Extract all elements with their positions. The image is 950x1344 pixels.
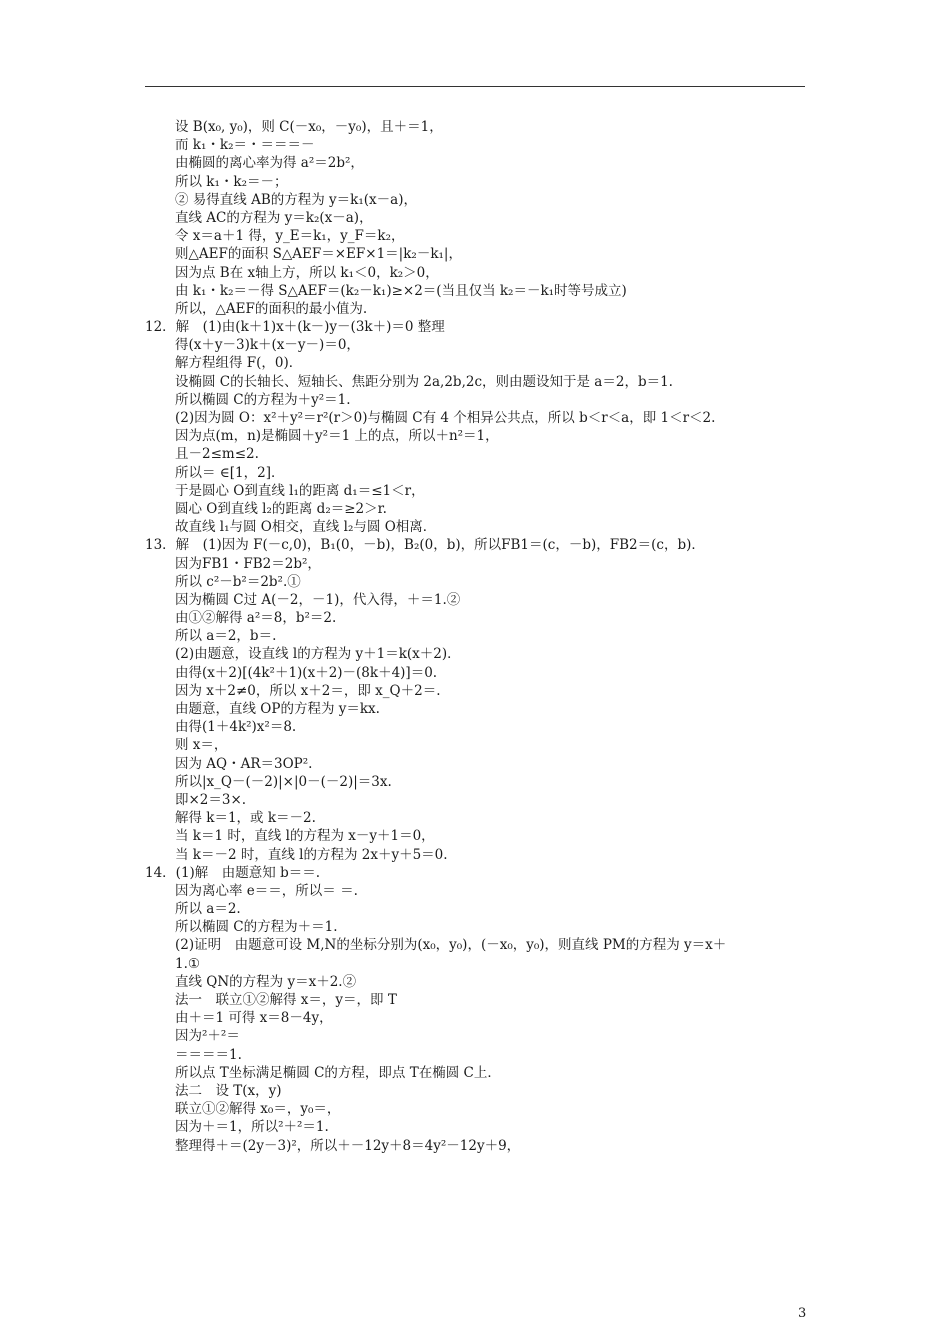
text-line: 所以 a＝2，b＝. [175,628,277,645]
text-line: 所以|x_Q－(－2)|×|0－(－2)|＝3x. [175,773,392,790]
text-line: 则 x＝， [175,737,228,754]
text-line: 因为点(m，n)是椭圆＋y²＝1 上的点，所以＋n²＝1， [175,428,499,445]
text-line: 由 k₁・k₂＝－得 S△AEF＝(k₂－k₁)≥×2＝(当且仅当 k₂＝－k₁时等号成立) [175,282,627,299]
text-line: 整理得＋＝(2y－3)²，所以＋－12y＋8＝4y²－12y＋9， [175,1137,521,1154]
text-line: 12．解 (1)由(k＋1)x＋(k－)y－(3k＋)＝0 整理 [145,319,445,336]
text-line: 由椭圆的离心率为得 a²＝2b²， [175,155,364,172]
text-line: 由＋＝1 可得 x＝8－4y， [175,1010,333,1027]
text-line: 解得 k＝1，或 k＝－2. [175,810,316,827]
text-line: 所以 a＝2. [175,901,241,918]
text-line: 当 k＝－2 时，直线 l的方程为 2x＋y＋5＝0. [175,846,448,863]
text-line: 设 B(x₀, y₀)，则 C(－x₀，－y₀)，且＋＝1， [175,119,443,135]
text-line: 由①②解得 a²＝8，b²＝2. [175,610,337,627]
text-line: ＝＝＝＝1. [175,1046,242,1063]
text-line: 所以椭圆 C的方程为＋y²＝1. [175,391,351,408]
text-line: 所以＝ ∈[1，2]． [175,464,285,481]
text-line: 1.① [175,955,200,972]
text-line: 即×2＝3×. [175,791,247,808]
text-line: 所以，△AEF的面积的最小值为. [175,300,368,317]
text-line: 所以 c²－b²＝2b².① [175,573,301,590]
text-line: 得(x＋y－3)k＋(x－y－)＝0， [175,337,360,354]
text-line: 14．(1)解 由题意知 b＝＝. [145,864,321,881]
header-rule [145,86,805,87]
text-line: 令 x＝a＋1 得，y_E＝k₁，y_F＝k₂， [175,228,405,245]
text-line: 当 k＝1 时，直线 l的方程为 x－y＋1＝0， [175,828,435,845]
text-line: 因为FB1・FB2＝2b²， [175,555,321,572]
text-line: 所以点 T坐标满足椭圆 C的方程，即点 T在椭圆 C上． [175,1064,501,1081]
text-line: 直线 AC的方程为 y＝k₂(x－a)， [175,209,373,226]
text-line: 13．解 (1)因为 F(－c,0)，B₁(0，－b)，B₂(0，b)，所以FB1＝(c，－b)，FB2＝(c，b)． [145,537,705,554]
text-line: 因为椭圆 C过 A(－2，－1)，代入得，＋＝1.② [175,591,461,608]
text-line: 所以 k₁・k₂＝－； [175,173,288,190]
text-line: 因为 x＋2≠0，所以 x＋2＝，即 x_Q＋2＝. [175,682,441,699]
page-number: 3 [798,1306,807,1321]
text-line: 解方程组得 F(，0)． [175,355,303,372]
text-line: 因为²＋²＝ [175,1028,240,1045]
text-line: 圆心 O到直线 l₂的距离 d₂＝≥2＞r. [175,500,387,517]
text-line: 法二 设 T(x，y) [175,1082,282,1099]
text-line: 于是圆心 O到直线 l₁的距离 d₁＝≤1＜r， [175,482,425,499]
text-line: 则△AEF的面积 S△AEF＝×EF×1＝|k₂－k₁|， [175,246,462,263]
text-line: 设椭圆 C的长轴长、短轴长、焦距分别为 2a,2b,2c，则由题设知于是 a＝2，b＝1. [175,373,673,390]
text-line: 故直线 l₁与圆 O相交，直线 l₂与圆 O相离． [175,519,437,536]
text-line: 直线 QN的方程为 y＝x＋2.② [175,973,357,990]
document-body [145,118,810,1155]
text-line: (2)因为圆 O：x²＋y²＝r²(r＞0)与椭圆 C有 4 个相异公共点，所以 b＜r＜a，即 1＜r＜2. [175,410,716,426]
text-line: 由得(x＋2)[(4k²＋1)(x＋2)－(8k＋4)]＝0. [175,664,438,681]
text-line: 因为点 B在 x轴上方，所以 k₁＜0，k₂＞0， [175,264,439,281]
text-line: 由得(1＋4k²)x²＝8. [175,719,297,736]
text-line: 联立①②解得 x₀＝，y₀＝， [175,1101,341,1118]
text-line: 因为 AQ・AR＝3OP². [175,755,313,772]
text-line: (2)由题意，设直线 l的方程为 y＋1＝k(x＋2)． [175,646,461,663]
text-line: 且－2≤m≤2. [175,446,259,463]
text-line: 由题意，直线 OP的方程为 y＝kx. [175,701,380,717]
text-line: ② 易得直线 AB的方程为 y＝k₁(x－a)， [175,191,417,208]
text-line: 因为离心率 e＝＝，所以＝ ＝. [175,882,358,899]
text-line: 法一 联立①②解得 x＝，y＝，即 T [175,992,397,1008]
text-line: (2)证明 由题意可设 M,N的坐标分别为(x₀，y₀)，(－x₀，y₀)，则直线 PM的方程为 y＝x＋ [175,937,727,954]
text-line: 因为＋＝1，所以²＋²＝1. [175,1119,329,1136]
text-line: 所以椭圆 C的方程为＋＝1. [175,919,338,936]
text-line: 而 k₁・k₂＝・＝＝＝－ [175,137,315,154]
